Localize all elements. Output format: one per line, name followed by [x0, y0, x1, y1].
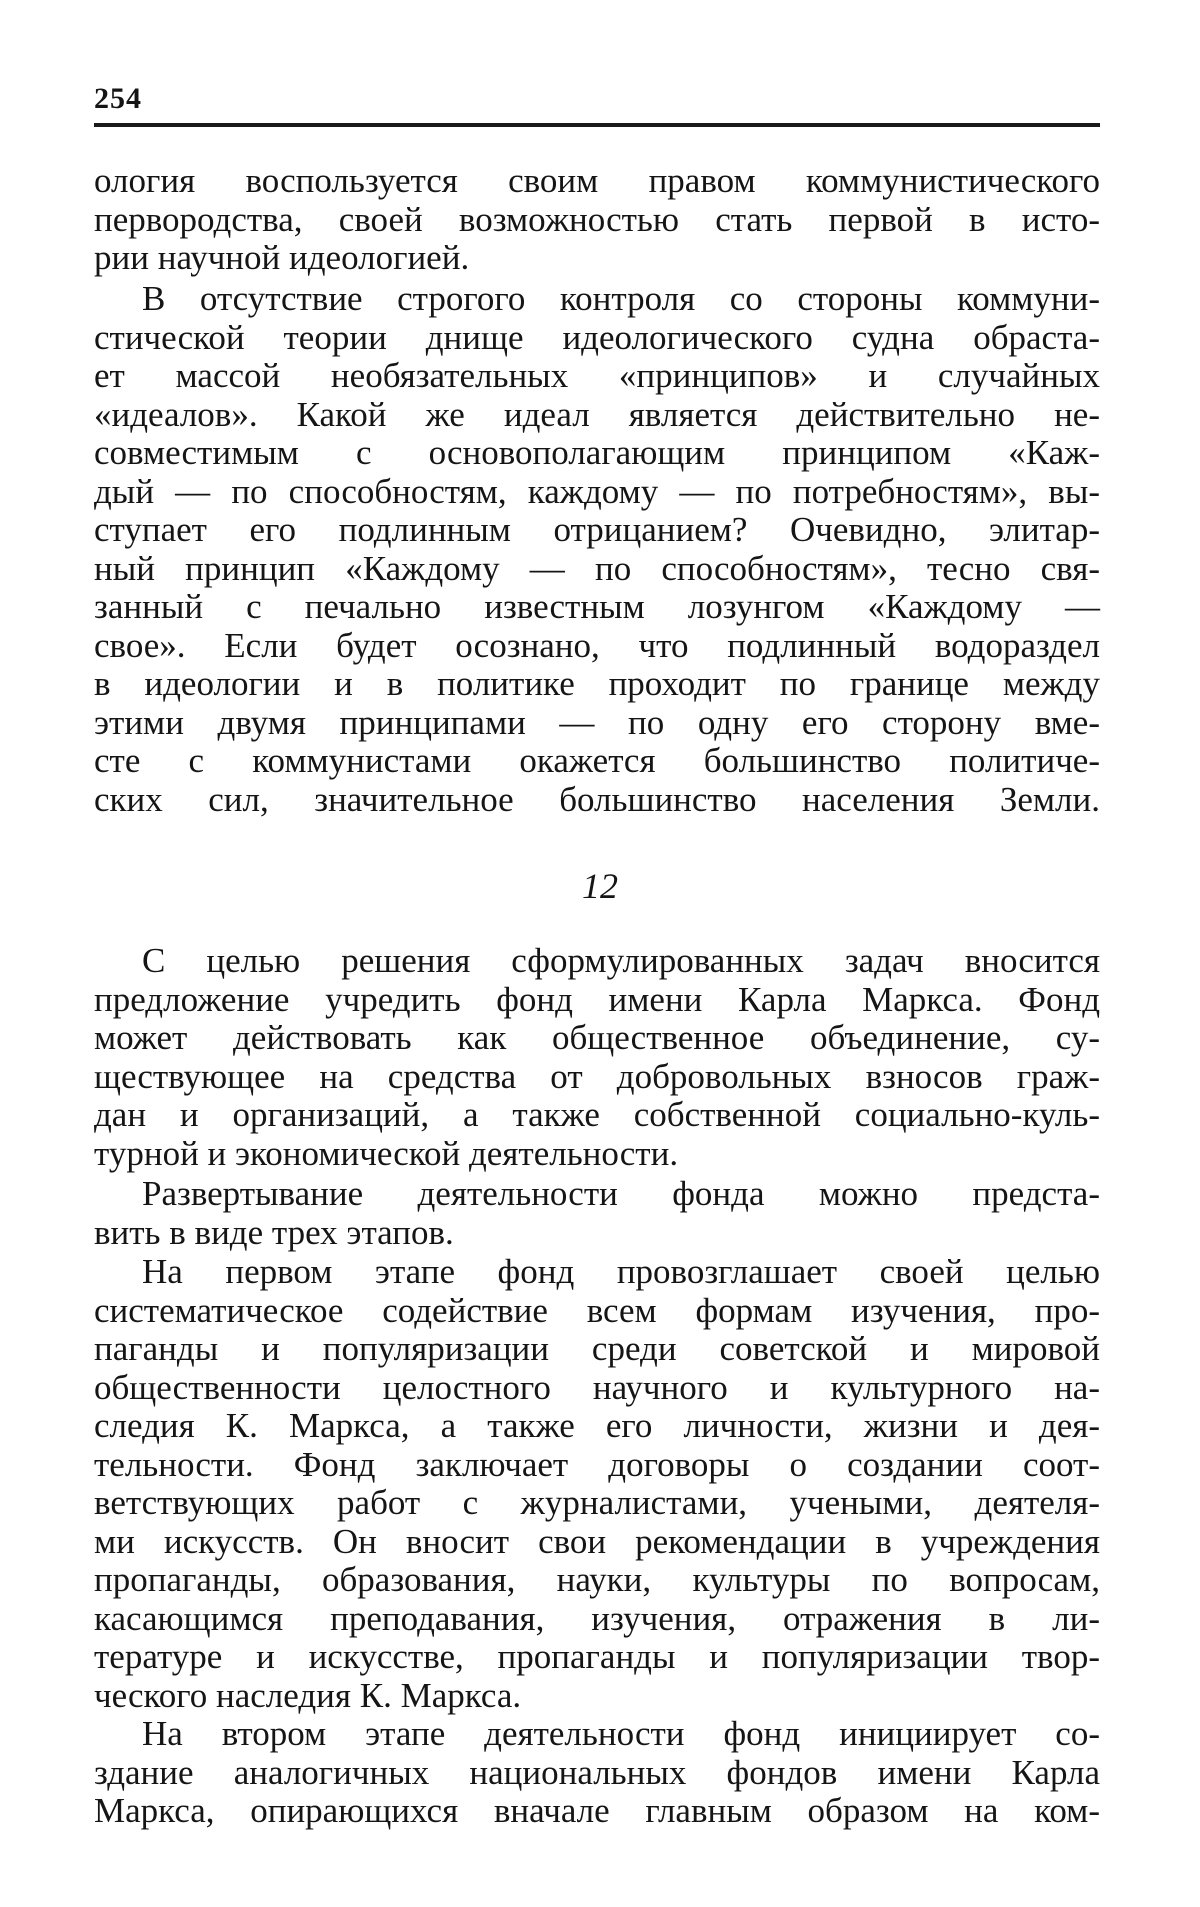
- text-line: тельности. Фонд заключает договоры о создании соот-: [94, 1444, 1100, 1484]
- text-line: В отсутствие строгого контроля со стороны коммуни-: [142, 279, 1100, 318]
- text-line: дан и организаций, а также собственной социально-куль-: [94, 1095, 1100, 1134]
- text-line: Развертывание деятельности фонда можно предста-: [142, 1174, 1100, 1213]
- text-line: свое». Если будет осознано, что подлинный водораздел: [94, 625, 1100, 665]
- text-line: стической теории днище идеологического судна обраста-: [94, 317, 1100, 357]
- text-line: систематическое содействие всем формам изучения, про-: [94, 1290, 1100, 1330]
- text-line: ология воспользуется своим правом коммунистического: [94, 161, 1100, 200]
- text-line: занный с печально известным лозунгом «Каждому —: [94, 587, 1100, 626]
- text-line: ветствующих работ с журналистами, учеными, деятеля-: [94, 1483, 1100, 1522]
- text-line: касающимся преподавания, изучения, отражения в ли-: [94, 1598, 1100, 1638]
- text-line: этими двумя принципами — по одну его сторону вме-: [94, 702, 1100, 742]
- text-line: совместимым с основополагающим принципом «Каж-: [94, 433, 1100, 472]
- text-line: «идеалов». Какой же идеал является действительно не-: [94, 394, 1100, 434]
- text-line: рии научной идеологией.: [94, 238, 470, 277]
- text-line: дый — по способностям, каждому — по потребностям», вы-: [94, 471, 1100, 511]
- paragraph-continuation: [94, 162, 1100, 278]
- page-number: 254: [94, 82, 142, 115]
- text-line: С целью решения сформулированных задач вносится: [142, 941, 1100, 980]
- text-line: общественности целостного научного и культурного на-: [94, 1367, 1100, 1407]
- text-line: турной и экономической деятельности.: [94, 1133, 679, 1173]
- paragraph-communist-theory: [94, 280, 1100, 819]
- text-line: может действовать как общественное объединение, су-: [94, 1018, 1100, 1057]
- paragraph-fund-proposal: [94, 942, 1100, 1173]
- text-line: следия К. Маркса, а также его личности, жизни и дея-: [94, 1406, 1100, 1445]
- paragraph-three-stages: [94, 1175, 1100, 1252]
- text-line: Маркса, опирающихся вначале главным образом на ком-: [94, 1791, 1100, 1830]
- section-number: 12: [582, 866, 618, 906]
- text-line: ских сил, значительное большинство населения Земли.: [94, 779, 1100, 819]
- paragraph-first-stage: [94, 1253, 1100, 1715]
- text-line: тературе и искусстве, пропаганды и популяризации твор-: [94, 1637, 1100, 1676]
- text-line: ческого наследия К. Маркса.: [94, 1675, 522, 1715]
- header-rule: [94, 123, 1100, 127]
- text-line: На первом этапе фонд провозглашает своей целью: [142, 1252, 1100, 1291]
- text-line: сте с коммунистами окажется большинство политиче-: [94, 741, 1100, 780]
- text-line: ступает его подлинным отрицанием? Очевидно, элитар-: [94, 510, 1100, 549]
- text-line: в идеологии и в политике проходит по границе между: [94, 664, 1100, 703]
- text-line: вить в виде трех этапов.: [94, 1212, 454, 1252]
- text-line: здание аналогичных национальных фондов имени Карла: [94, 1752, 1100, 1792]
- text-line: ет массой необязательных «принципов» и случайных: [94, 356, 1100, 395]
- text-line: первородства, своей возможностью стать первой в исто-: [94, 199, 1100, 239]
- paragraph-second-stage: [94, 1715, 1100, 1831]
- text-line: пропаганды, образования, науки, культуры по вопросам,: [94, 1560, 1100, 1599]
- text-line: предложение учредить фонд имени Карла Маркса. Фонд: [94, 979, 1100, 1019]
- text-line: паганды и популяризации среди советской и мировой: [94, 1329, 1100, 1368]
- text-line: ществующее на средства от добровольных взносов граж-: [94, 1056, 1100, 1096]
- text-line: ми искусств. Он вносит свои рекомендации в учреждения: [94, 1521, 1100, 1561]
- text-line: ный принцип «Каждому — по способностям», тесно свя-: [94, 548, 1100, 588]
- text-line: На втором этапе деятельности фонд инициирует со-: [142, 1714, 1100, 1753]
